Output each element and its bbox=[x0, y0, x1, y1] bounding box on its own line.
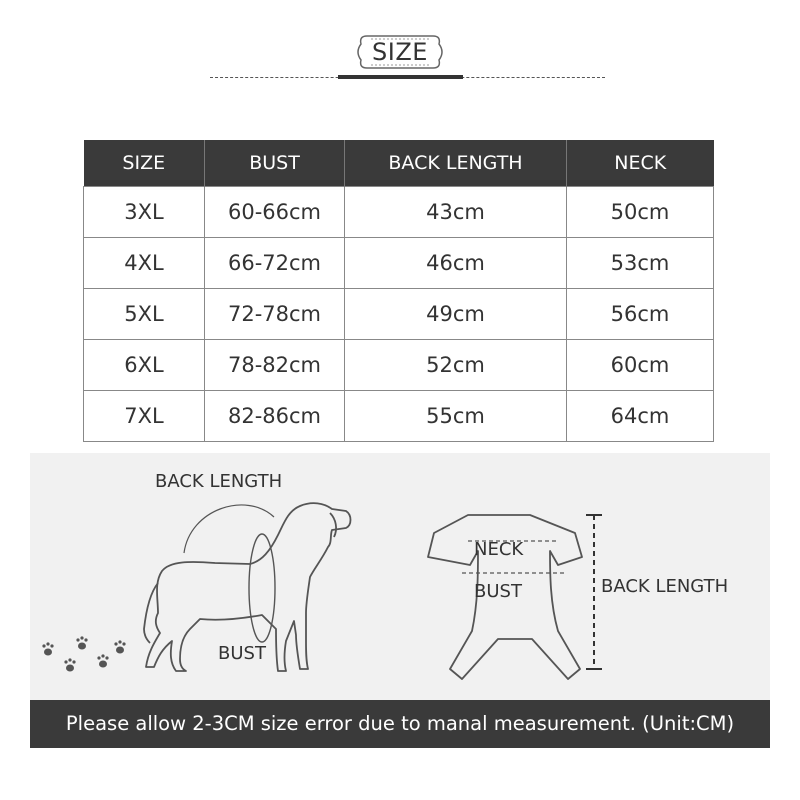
table-row bbox=[84, 187, 714, 238]
garment-back-length-label: BACK LENGTH bbox=[601, 576, 729, 597]
bust-loop bbox=[249, 534, 275, 642]
garment-bust-label: BUST bbox=[474, 581, 522, 602]
cell-bust: 82-86cm bbox=[205, 391, 345, 442]
size-chart-table bbox=[83, 140, 714, 442]
cell-back-length: 46cm bbox=[345, 238, 567, 289]
cell-back-length: 55cm bbox=[345, 391, 567, 442]
table-header-row bbox=[84, 140, 714, 187]
column-header-bust: BUST bbox=[205, 140, 345, 187]
cell-neck: 64cm bbox=[567, 391, 714, 442]
column-header-size: SIZE bbox=[84, 140, 205, 187]
cell-size: 4XL bbox=[84, 238, 205, 289]
cell-back-length: 52cm bbox=[345, 340, 567, 391]
garment-neck-label: NECK bbox=[474, 539, 524, 560]
dog-bust-label: BUST bbox=[218, 643, 266, 664]
cell-bust: 72-78cm bbox=[205, 289, 345, 340]
cell-neck: 50cm bbox=[567, 187, 714, 238]
size-badge bbox=[355, 30, 445, 74]
cell-bust: 60-66cm bbox=[205, 187, 345, 238]
back-length-dimension bbox=[586, 515, 602, 669]
table-row bbox=[84, 391, 714, 442]
cell-size: 3XL bbox=[84, 187, 205, 238]
page-title: SIZE bbox=[372, 38, 428, 66]
table-row bbox=[84, 238, 714, 289]
header-divider-accent bbox=[338, 75, 463, 79]
cell-size: 5XL bbox=[84, 289, 205, 340]
cell-bust: 78-82cm bbox=[205, 340, 345, 391]
cell-neck: 60cm bbox=[567, 340, 714, 391]
cell-back-length: 43cm bbox=[345, 187, 567, 238]
cell-bust: 66-72cm bbox=[205, 238, 345, 289]
cell-size: 7XL bbox=[84, 391, 205, 442]
cell-size: 6XL bbox=[84, 340, 205, 391]
back-length-arc bbox=[184, 505, 274, 553]
cell-neck: 56cm bbox=[567, 289, 714, 340]
table-row bbox=[84, 340, 714, 391]
cell-back-length: 49cm bbox=[345, 289, 567, 340]
cell-neck: 53cm bbox=[567, 238, 714, 289]
dog-back-length-label: BACK LENGTH bbox=[155, 471, 283, 492]
column-header-neck: NECK bbox=[567, 140, 714, 187]
column-header-back-length: BACK LENGTH bbox=[345, 140, 567, 187]
table-row bbox=[84, 289, 714, 340]
measurement-note: Please allow 2-3CM size error due to manal measurement. (Unit:CM) bbox=[30, 700, 770, 748]
paw-prints-icon bbox=[42, 636, 125, 671]
